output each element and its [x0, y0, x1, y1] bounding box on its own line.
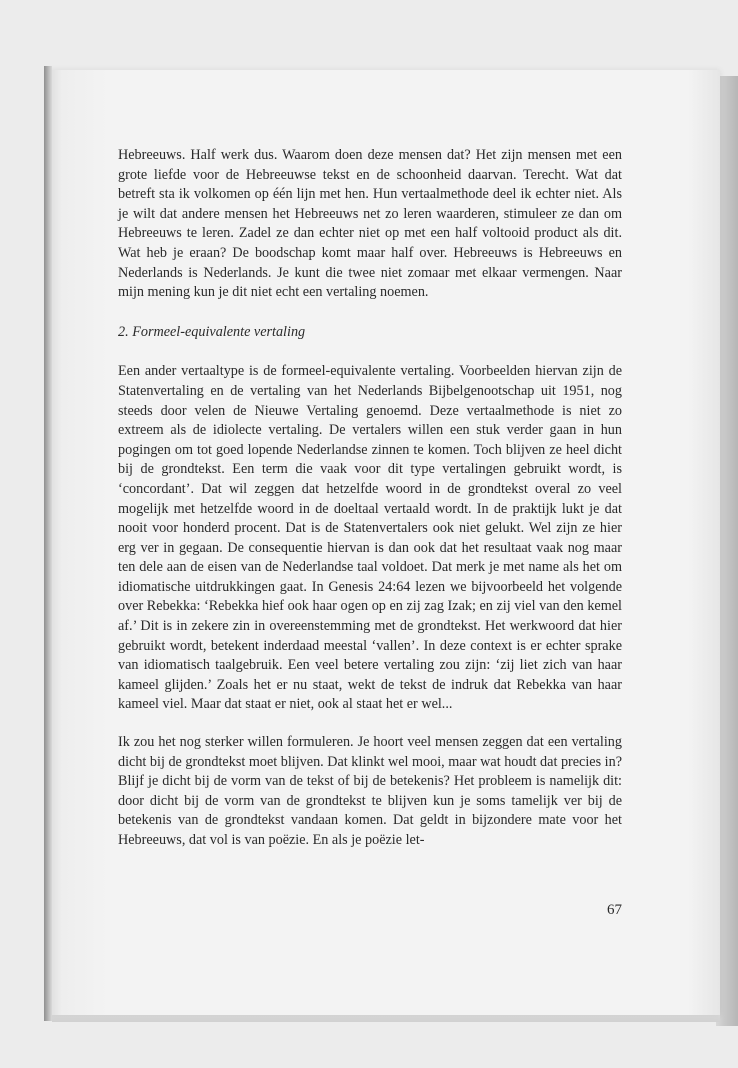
paragraph-2: Een ander vertaaltype is de formeel-equivalente vertaling. Voorbeelden hiervan zijn de Statenvertaling en de vertaling van het Nederlands Bijbelgenootschap uit 1951, nog steeds door velen de Nieuwe Vertaling genoemd. Deze vertaalmethode is niet zo extreem als de idiolecte vertaling. De vertalers willen een stuk verder gaan in hun pogingen om tot goed lopende Nederlandse zinnen te komen. Toch blijven ze heel dicht bij de grondtekst. Een term die vaak voor dit type vertalingen gebruikt wordt, is ‘concordant’. Dat wil zeggen dat hetzelfde woord in de grondtekst overal zo veel mogelijk met hetzelfde woord in de doeltaal vertaald wordt. In de praktijk lukt je dat nooit voor honderd procent. Dat is de Statenvertalers ook niet gelukt. Wel zijn ze hier erg ver in gegaan. De consequentie hiervan is dan ook dat het resultaat vaak nog maar ten dele aan de eisen van de Nederlandse taal voldoet. Dat merk je met name als het om idiomatische uitdrukkingen gaat. In Genesis 24:64 lezen we bijvoorbeeld het volgende over Rebekka: ‘Rebekka hief ook haar ogen op en zij zag Izak; en zij viel van den kemel af.’ Dit is in zekere zin in overeenstemming met de grondtekst. Het werkwoord dat hier gebruikt wordt, betekent inderdaad meestal ‘vallen’. In deze context is er echter sprake van idiomatisch taalgebruik. Een veel betere vertaling zou zijn: ‘zij liet zich van haar kameel glijden.’ Zoals het er nu staat, wekt de tekst de indruk dat Rebekka van haar kameel viel. Maar dat staat er niet, ook al staat het er wel... [118, 363, 622, 713]
book-binding [44, 66, 52, 1021]
page-number: 67 [607, 902, 622, 918]
paragraph-3: Ik zou het nog sterker willen formuleren. Je hoort veel mensen zeggen dat een vertaling dicht bij de grondtekst moet blijven. Dat klinkt wel mooi, maar wat houdt dat precies in? Blijf je dicht bij de vorm van de tekst of bij de betekenis? Het probleem is namelijk dit: door dicht bij de vorm van de grondtekst te blijven kun je soms tamelijk ver bij de betekenis van de grondtekst vandaan komen. Dat geldt in bijzondere mate voor het Hebreeuws, dat vol is van poëzie. En als je poëzie let- [118, 734, 622, 848]
paragraph-1: Hebreeuws. Half werk dus. Waarom doen deze mensen dat? Het zijn mensen met een grote liefde voor de Hebreeuwse tekst en de schoonheid daarvan. Terecht. Wat dat betreft sta ik volkomen op één lijn met hen. Hun vertaalmethode deel ik echter niet. Als je wilt dat andere mensen het Hebreeuws net zo leren waarderen, stimuleer ze dan om Hebreeuws te leren. Zadel ze dan echter niet op met een half voltooid product als dit. Wat heb je eraan? De boodschap komt maar half over. Hebreeuws is Hebreeuws en Nederlands is Nederlands. Je kunt die twee niet zomaar met elkaar vermengen. Naar mijn mening kun je dit niet echt een vertaling noemen. [118, 147, 622, 301]
section-heading: 2. Formeel-equivalente vertaling [118, 323, 306, 340]
page-body [118, 146, 622, 851]
